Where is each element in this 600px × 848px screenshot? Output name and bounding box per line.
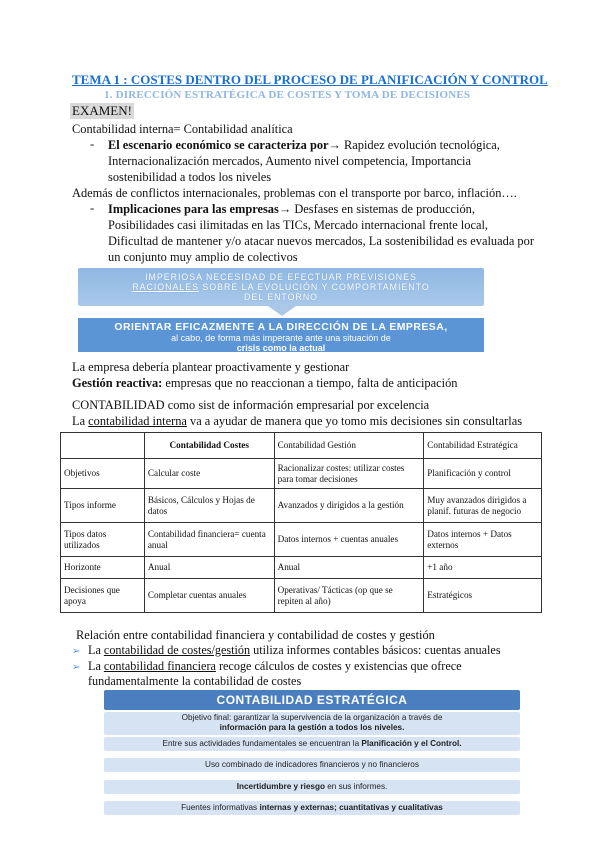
table-cell: Objetivos (61, 459, 145, 489)
arrow-down-icon (268, 306, 296, 316)
text: recoge cálculos de costes y existencias que ofrece (215, 659, 462, 673)
table-cell: Tipos informe (61, 489, 145, 523)
table-cell: Racionalizar costes: utilizar costes para tomar decisiones (274, 459, 424, 489)
page-title: TEMA 1 : COSTES DENTRO DEL PROCESO DE PLANIFICACIÓN Y CONTROL (72, 72, 548, 87)
bullet-bold: El escenario económico se caracteriza por (108, 138, 329, 152)
diagram-text-row (78, 282, 484, 292)
text: utiliza informes contables básicos: cuentas anuales (250, 643, 501, 657)
bullet-escenario (108, 137, 500, 153)
diagram-text: Entre sus actividades fundamentales se encuentran la (162, 739, 362, 748)
table-cell: Anual (144, 557, 274, 579)
table-cell: Datos internos + cuentas anuales (274, 523, 424, 557)
text: La (72, 414, 89, 428)
bullet-line: un conjunto muy amplio de colectivos (108, 250, 298, 264)
table-cell: Decisiones que apoya (61, 579, 145, 613)
diagram-text: Incertidumbre y riesgo (236, 782, 325, 791)
strategic-row-indicadores: Uso combinado de indicadores financieros y no financieros (104, 758, 520, 772)
bullet-implicaciones (108, 201, 475, 217)
table-cell: Completar cuentas anuales (144, 579, 274, 613)
diagram-text: SOBRE LA EVOLUCIÓN Y COMPORTAMIENTO (198, 282, 430, 292)
text: va a ayudar de manera que yo tomo mis decisiones sin consultarlas (186, 414, 523, 428)
intro-line: Contabilidad interna= Contabilidad analítica (72, 122, 293, 136)
table-header-cell: Contabilidad Estratégica (424, 433, 542, 459)
table-cell: Muy avanzados dirigidos a planif. futuras de negocio (424, 489, 542, 523)
diagram-text: información para la gestión a todos los niveles. (219, 723, 405, 732)
table-cell: Planificación y control (424, 459, 542, 489)
diagram-underlined: RACIONALES (132, 282, 199, 292)
table-row (61, 557, 542, 579)
diagram-text: internas y externas; cuantitativas y cualitativas (259, 803, 443, 812)
strategic-row-actividades (104, 737, 520, 751)
table-header-cell: Contabilidad Costes (144, 433, 274, 459)
table-cell: Horizonte (61, 557, 145, 579)
diagram-text: DEL ENTORNO (243, 292, 319, 302)
table-header-row (61, 433, 542, 459)
table-cell: Operativas/ Tácticas (op que se repiten al año) (274, 579, 424, 613)
bullet-text: → Rapidez evolución tecnológica, (328, 138, 500, 152)
table-header-cell: Contabilidad Gestión (274, 433, 424, 459)
gestion-reactiva (72, 375, 457, 391)
bullet-line: Internacionalización mercados, Aumento nivel competencia, Importancia (108, 154, 471, 168)
diagram-box-previsiones (78, 268, 484, 306)
dash-bullet: - (90, 201, 95, 215)
diagram-text: Objetivo final: garantizar la supervivencia de la organización a través de (181, 713, 443, 722)
strategic-row-objetivo (104, 712, 520, 735)
underlined-term: contabilidad interna (88, 414, 187, 428)
diagram-text: Planificación y el Control. (361, 739, 462, 748)
diagram-box-orientar (78, 318, 484, 352)
table-cell: Anual (274, 557, 424, 579)
arrow-bullet-icon: ➢ (72, 662, 81, 673)
table-cell: Avanzados y dirigidos a la gestión (274, 489, 424, 523)
bullet-line: Dificultad de mantener y/o atacar nuevos mercados, La sostenibilidad es evaluada por (108, 234, 534, 248)
table-cell: Básicos, Cálculos y Hojas de datos (144, 489, 274, 523)
arrow-bullet-icon: ➢ (72, 646, 81, 657)
table-header-cell (61, 433, 145, 459)
bullet-line: sostenibilidad a todos los niveles (108, 170, 272, 184)
text: La (88, 643, 104, 657)
relacion-bullet-line: fundamentalmente la contabilidad de costes (88, 674, 302, 688)
bullet-bold: Implicaciones para las empresas (108, 202, 279, 216)
text-line: La empresa debería plantear proactivamente y gestionar (72, 360, 350, 374)
table-row (61, 459, 542, 489)
strategic-row-fuentes (104, 801, 520, 815)
exam-highlight: EXAMEN! (72, 103, 132, 118)
relacion-bullet-2 (72, 659, 462, 674)
diagram-text: Fuentes informativas (181, 803, 260, 812)
relacion-bullet-1 (72, 643, 501, 658)
underlined-term: contabilidad financiera (103, 659, 216, 673)
section-subtitle: 1. DIRECCIÓN ESTRATÉGICA DE COSTES Y TOMA DE DECISIONES (104, 89, 471, 101)
text-line: CONTABILIDAD como sist de información empresarial por excelencia (72, 398, 430, 412)
table-row (61, 579, 542, 613)
diagram-text: crisis como la actual (236, 343, 326, 353)
strategic-row-incertidumbre (104, 780, 520, 794)
table-cell: Estratégicos (424, 579, 542, 613)
table-cell: +1 año (424, 557, 542, 579)
relacion-heading: Relación entre contabilidad financiera y contabilidad de costes y gestión (76, 628, 435, 642)
diagram-text: en sus informes. (324, 782, 388, 791)
table-cell: Contabilidad financiera= cuenta anual (144, 523, 274, 557)
dash-bullet: - (90, 137, 95, 151)
diagram-text: ORIENTAR EFICAZMENTE A LA DIRECCIÓN DE LA EMPRESA, (114, 322, 448, 333)
bold-term: Gestión reactiva: (72, 376, 163, 390)
bullet-line: Posibilidades casi ilimitadas en las TICs, Mercado internacional frente local, (108, 218, 488, 232)
text-line-contabilidad-interna (72, 413, 522, 429)
table-cell: Calcular coste (144, 459, 274, 489)
diagram-text: al cabo, de forma más imperante ante una situación de (171, 333, 391, 343)
table-row (61, 523, 542, 557)
text: empresas que no reaccionan a tiempo, falta de anticipación (162, 376, 458, 390)
underlined-term: contabilidad de costes/gestión (103, 643, 251, 657)
strategic-accounting-header: CONTABILIDAD ESTRATÉGICA (104, 690, 520, 710)
table-cell: Datos internos + Datos externos (424, 523, 542, 557)
table-cell: Tipos datos utilizados (61, 523, 145, 557)
text: La (88, 659, 104, 673)
diagram-text: IMPERIOSA NECESIDAD DE EFECTUAR PREVISIONES (145, 272, 417, 282)
comparison-table (60, 432, 542, 613)
table-row (61, 489, 542, 523)
intro-line: Además de conflictos internacionales, problemas con el transporte por barco, inflación…. (72, 186, 517, 200)
bullet-text: → Desfases en sistemas de producción, (278, 202, 475, 216)
